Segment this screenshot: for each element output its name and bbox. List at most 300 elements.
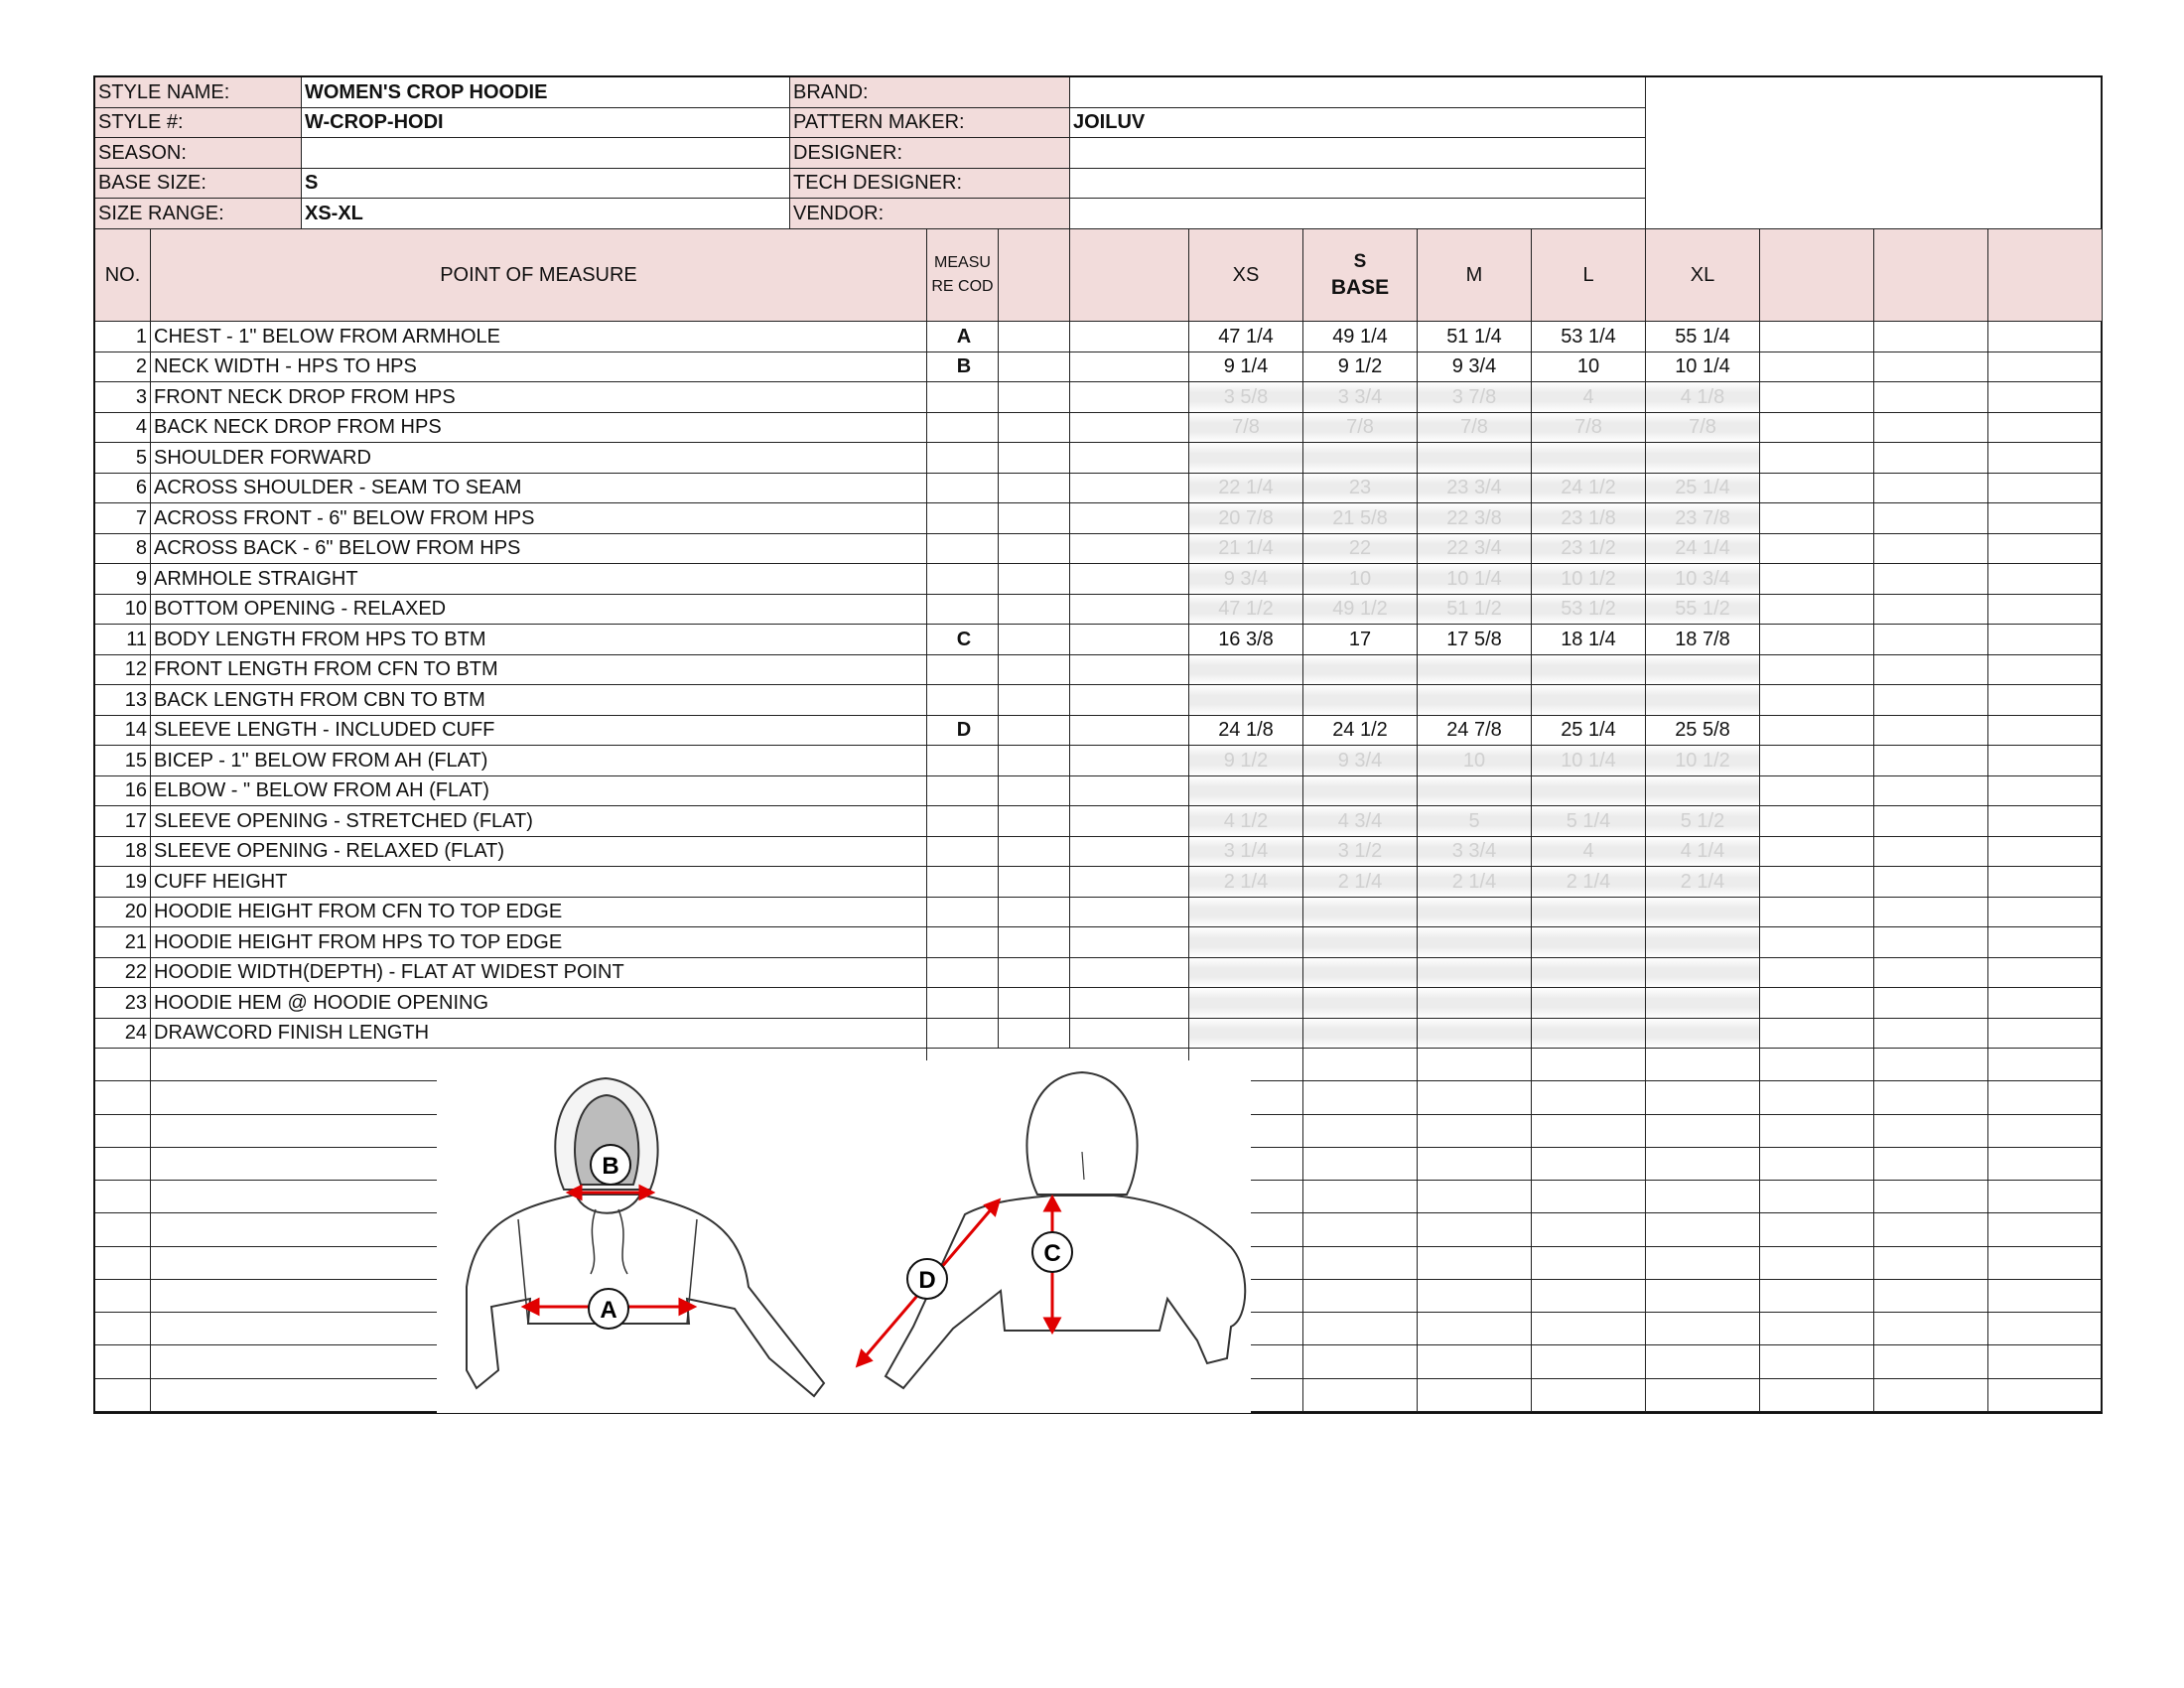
row-l: 18 1/4 [1532,625,1646,655]
empty-cell [1646,1213,1760,1246]
row-s: 10 [1303,564,1418,595]
row-blank [999,443,1070,474]
row-xl [1646,988,1760,1019]
row-blank [1874,685,1988,716]
row-xs: 16 3/8 [1189,625,1303,655]
row-l: 7/8 [1532,413,1646,444]
empty-cell [1418,1049,1532,1081]
row-no: 14 [95,716,151,747]
row-pom: SLEEVE OPENING - STRETCHED (FLAT) [151,806,927,837]
row-blank [1760,564,1874,595]
row-xl [1646,655,1760,686]
row-m: 10 1/4 [1418,564,1532,595]
row-blank [1988,443,2103,474]
empty-cell [1418,1379,1532,1412]
row-blank [1874,352,1988,383]
empty-cell [1418,1280,1532,1313]
row-s [1303,927,1418,958]
row-blank [1070,474,1189,504]
row-xl: 25 5/8 [1646,716,1760,747]
row-code [927,898,999,928]
empty-cell [1874,1313,1988,1345]
row-s: 23 [1303,474,1418,504]
row-blank [1070,958,1189,989]
row-blank [999,534,1070,565]
row-code [927,443,999,474]
row-blank [1070,382,1189,413]
row-s: 49 1/2 [1303,595,1418,626]
row-blank [1874,837,1988,868]
row-l [1532,927,1646,958]
header-blank [1646,77,2103,229]
row-pom: SLEEVE OPENING - RELAXED (FLAT) [151,837,927,868]
row-m [1418,443,1532,474]
header-value: WOMEN'S CROP HOODIE [302,77,790,108]
row-no: 10 [95,595,151,626]
row-xl [1646,1019,1760,1050]
row-no: 6 [95,474,151,504]
empty-cell [1988,1313,2103,1345]
row-pom: BOTTOM OPENING - RELAXED [151,595,927,626]
row-xl: 25 1/4 [1646,474,1760,504]
header-value [302,138,790,169]
col-l: L [1532,229,1646,322]
row-xs [1189,988,1303,1019]
row-xl: 23 7/8 [1646,503,1760,534]
row-s: 17 [1303,625,1418,655]
row-s [1303,958,1418,989]
row-blank [1070,927,1189,958]
row-blank [1988,503,2103,534]
empty-cell [1646,1313,1760,1345]
row-xs [1189,655,1303,686]
row-blank [1988,1019,2103,1050]
row-no: 2 [95,352,151,383]
row-blank [999,988,1070,1019]
empty-cell [1874,1379,1988,1412]
row-code [927,958,999,989]
row-blank [1988,564,2103,595]
row-xs: 4 1/2 [1189,806,1303,837]
header-value [1070,169,1646,200]
row-blank [1988,655,2103,686]
empty-cell [1988,1181,2103,1213]
row-blank [1988,806,2103,837]
empty-cell [1418,1181,1532,1213]
row-blank [1070,503,1189,534]
row-s: 3 3/4 [1303,382,1418,413]
row-m: 5 [1418,806,1532,837]
row-s: 3 1/2 [1303,837,1418,868]
row-xl: 55 1/2 [1646,595,1760,626]
row-xs: 47 1/4 [1189,322,1303,352]
col-xs: XS [1189,229,1303,322]
empty-cell [1760,1213,1874,1246]
row-pom: ARMHOLE STRAIGHT [151,564,927,595]
row-l [1532,443,1646,474]
row-blank [1874,655,1988,686]
row-code [927,474,999,504]
row-s: 9 1/2 [1303,352,1418,383]
empty-cell [95,1115,151,1148]
row-blank [1070,443,1189,474]
row-blank [1874,503,1988,534]
row-blank [1760,382,1874,413]
row-xs: 24 1/8 [1189,716,1303,747]
row-blank [1070,534,1189,565]
empty-cell [1874,1247,1988,1280]
row-l: 53 1/4 [1532,322,1646,352]
row-m [1418,655,1532,686]
row-xs [1189,898,1303,928]
empty-cell [1532,1181,1646,1213]
row-pom: BICEP - 1" BELOW FROM AH (FLAT) [151,746,927,776]
row-pom: ACROSS FRONT - 6" BELOW FROM HPS [151,503,927,534]
row-blank [1988,867,2103,898]
empty-cell [1988,1115,2103,1148]
header-label: BASE SIZE: [95,169,302,200]
row-pom: SLEEVE LENGTH - INCLUDED CUFF [151,716,927,747]
row-no: 15 [95,746,151,776]
row-no: 7 [95,503,151,534]
row-pom: CHEST - 1" BELOW FROM ARMHOLE [151,322,927,352]
row-l [1532,685,1646,716]
row-blank [1874,776,1988,807]
row-no: 9 [95,564,151,595]
row-blank [999,837,1070,868]
row-blank [1070,867,1189,898]
row-blank [1760,867,1874,898]
empty-cell [95,1280,151,1313]
row-pom: ELBOW - " BELOW FROM AH (FLAT) [151,776,927,807]
empty-cell [1646,1379,1760,1412]
empty-cell [1760,1345,1874,1378]
empty-cell [1874,1181,1988,1213]
row-blank [1760,837,1874,868]
row-blank [999,474,1070,504]
row-m [1418,988,1532,1019]
row-xl [1646,927,1760,958]
row-code [927,988,999,1019]
row-l [1532,776,1646,807]
header-label: SIZE RANGE: [95,199,302,229]
row-blank [1988,927,2103,958]
row-s [1303,1019,1418,1050]
row-s: 22 [1303,534,1418,565]
empty-cell [1874,1280,1988,1313]
row-xl [1646,443,1760,474]
empty-cell [1532,1049,1646,1081]
header-label: VENDOR: [790,199,1070,229]
row-l: 23 1/2 [1532,534,1646,565]
row-no: 24 [95,1019,151,1050]
row-no: 22 [95,958,151,989]
empty-cell [1418,1313,1532,1345]
row-blank [999,685,1070,716]
row-s: 7/8 [1303,413,1418,444]
row-blank [1070,716,1189,747]
row-blank [1874,595,1988,626]
row-blank [1988,837,2103,868]
row-blank [1988,716,2103,747]
row-m: 51 1/4 [1418,322,1532,352]
row-blank [999,322,1070,352]
row-blank [1070,322,1189,352]
row-s: 2 1/4 [1303,867,1418,898]
row-code [927,746,999,776]
row-blank [1874,474,1988,504]
row-no: 16 [95,776,151,807]
row-no: 13 [95,685,151,716]
row-xs: 3 1/4 [1189,837,1303,868]
hoodie-sketch [437,1060,1251,1413]
row-pom: BODY LENGTH FROM HPS TO BTM [151,625,927,655]
row-code: C [927,625,999,655]
col-blank [1988,229,2103,322]
row-m: 3 7/8 [1418,382,1532,413]
row-blank [1874,716,1988,747]
empty-cell [1303,1081,1418,1114]
row-m: 24 7/8 [1418,716,1532,747]
row-blank [999,352,1070,383]
row-blank [1760,927,1874,958]
row-blank [1070,776,1189,807]
row-blank [1988,352,2103,383]
row-l: 23 1/8 [1532,503,1646,534]
empty-cell [1418,1148,1532,1181]
row-blank [1760,625,1874,655]
empty-cell [95,1148,151,1181]
empty-cell [1874,1115,1988,1148]
row-s: 49 1/4 [1303,322,1418,352]
row-xs [1189,443,1303,474]
row-code [927,776,999,807]
row-m: 9 3/4 [1418,352,1532,383]
empty-cell [1988,1379,2103,1412]
row-blank [1874,958,1988,989]
row-no: 23 [95,988,151,1019]
row-blank [1874,988,1988,1019]
col-measure-code-line2: RE COD [931,278,994,295]
row-m: 10 [1418,746,1532,776]
row-xl [1646,898,1760,928]
empty-cell [95,1313,151,1345]
row-l: 24 1/2 [1532,474,1646,504]
row-s [1303,443,1418,474]
empty-cell [1303,1049,1418,1081]
row-blank [1070,352,1189,383]
empty-cell [1646,1148,1760,1181]
row-s [1303,776,1418,807]
row-m: 7/8 [1418,413,1532,444]
label-a: A [600,1297,617,1324]
empty-cell [1988,1280,2103,1313]
row-blank [999,564,1070,595]
empty-cell [1418,1247,1532,1280]
col-blank [999,229,1070,322]
header-label: BRAND: [790,77,1070,108]
empty-cell [1646,1081,1760,1114]
row-l [1532,655,1646,686]
header-value: W-CROP-HODI [302,108,790,139]
empty-cell [1988,1213,2103,1246]
empty-cell [1303,1345,1418,1378]
row-no: 19 [95,867,151,898]
empty-cell [1303,1247,1418,1280]
empty-cell [95,1345,151,1378]
row-blank [1760,958,1874,989]
row-blank [1070,988,1189,1019]
row-l: 4 [1532,382,1646,413]
row-blank [1070,655,1189,686]
empty-cell [95,1081,151,1114]
header-label: TECH DESIGNER: [790,169,1070,200]
col-s: S [1353,251,1367,272]
row-l: 10 [1532,352,1646,383]
row-s: 24 1/2 [1303,716,1418,747]
row-code [927,867,999,898]
row-l [1532,1019,1646,1050]
row-blank [1874,867,1988,898]
header-value [1070,138,1646,169]
row-code [927,927,999,958]
row-pom: CUFF HEIGHT [151,867,927,898]
row-s [1303,655,1418,686]
empty-cell [1988,1148,2103,1181]
row-blank [999,776,1070,807]
row-xl [1646,685,1760,716]
col-base: BASE [1330,276,1390,299]
empty-cell [1760,1313,1874,1345]
empty-cell [95,1181,151,1213]
header-value [1070,77,1646,108]
row-blank [1874,898,1988,928]
col-s-base [1303,229,1418,322]
row-no: 17 [95,806,151,837]
row-blank [1070,898,1189,928]
row-blank [999,958,1070,989]
row-blank [1760,1019,1874,1050]
row-xl [1646,776,1760,807]
row-blank [1760,503,1874,534]
row-code [927,503,999,534]
row-xl: 10 1/2 [1646,746,1760,776]
row-blank [1760,716,1874,747]
empty-cell [1874,1148,1988,1181]
row-blank [1760,322,1874,352]
row-xl [1646,958,1760,989]
row-m: 2 1/4 [1418,867,1532,898]
col-measure-code [927,229,999,322]
row-blank [1874,806,1988,837]
row-l: 10 1/2 [1532,564,1646,595]
empty-cell [1532,1115,1646,1148]
row-blank [1760,685,1874,716]
row-blank [1070,625,1189,655]
row-code: B [927,352,999,383]
empty-cell [1532,1313,1646,1345]
empty-cell [1303,1181,1418,1213]
row-no: 11 [95,625,151,655]
row-blank [1760,655,1874,686]
row-xs: 9 1/4 [1189,352,1303,383]
row-blank [1874,443,1988,474]
row-blank [1874,413,1988,444]
row-blank [999,1019,1070,1050]
row-no: 21 [95,927,151,958]
empty-cell [1646,1280,1760,1313]
row-s: 9 3/4 [1303,746,1418,776]
row-pom: NECK WIDTH - HPS TO HPS [151,352,927,383]
row-no: 5 [95,443,151,474]
row-blank [1760,746,1874,776]
row-code [927,655,999,686]
row-no: 4 [95,413,151,444]
row-blank [999,595,1070,626]
label-c: C [1043,1240,1061,1267]
row-blank [999,655,1070,686]
row-pom: BACK NECK DROP FROM HPS [151,413,927,444]
row-blank [1988,413,2103,444]
row-xs: 3 5/8 [1189,382,1303,413]
row-blank [1874,927,1988,958]
empty-cell [1760,1049,1874,1081]
row-pom: HOODIE HEIGHT FROM HPS TO TOP EDGE [151,927,927,958]
row-blank [999,898,1070,928]
row-blank [999,503,1070,534]
row-blank [1874,534,1988,565]
row-blank [1988,776,2103,807]
col-m: M [1418,229,1532,322]
empty-cell [95,1049,151,1081]
row-l [1532,988,1646,1019]
empty-cell [1988,1049,2103,1081]
row-l [1532,898,1646,928]
row-no: 18 [95,837,151,868]
row-blank [999,716,1070,747]
empty-cell [1760,1181,1874,1213]
row-pom: HOODIE HEM @ HOODIE OPENING [151,988,927,1019]
row-blank [1760,776,1874,807]
row-m [1418,958,1532,989]
empty-cell [1988,1247,2103,1280]
row-pom: SHOULDER FORWARD [151,443,927,474]
empty-cell [1646,1247,1760,1280]
row-xl: 10 1/4 [1646,352,1760,383]
empty-cell [1303,1379,1418,1412]
row-xs: 21 1/4 [1189,534,1303,565]
col-blank [1874,229,1988,322]
header-label: SEASON: [95,138,302,169]
header-value [1070,199,1646,229]
empty-cell [1874,1081,1988,1114]
header-label: DESIGNER: [790,138,1070,169]
row-s: 21 5/8 [1303,503,1418,534]
row-s [1303,988,1418,1019]
row-blank [1874,625,1988,655]
row-blank [1760,806,1874,837]
row-m [1418,927,1532,958]
row-l: 2 1/4 [1532,867,1646,898]
empty-cell [1303,1148,1418,1181]
row-blank [1070,564,1189,595]
col-xl: XL [1646,229,1760,322]
row-code [927,413,999,444]
row-blank [1988,898,2103,928]
row-blank [1988,625,2103,655]
row-blank [999,413,1070,444]
empty-cell [1303,1280,1418,1313]
